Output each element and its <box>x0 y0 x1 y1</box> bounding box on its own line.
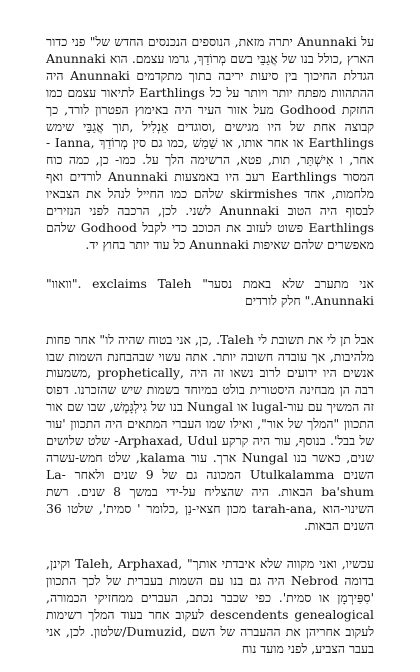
paragraph-1: על Anunnaki יתרה מזאת, הנוספים הנכנסים החדש של" פני כדור הארץ ,כולל בנו של אֲגַבֵּי בשם מְרוֹדַךְ, גרמו עצמם. הוא Anunnaki הגדלת החיכוך בין סיעות יריבה בתוך מתקדמים Anunnaki היה ההתהוות מפתח יותר ויותר על כל Earthlings לתיאור עצמם כמו החזקת Godhood מעל אזור העיר היה באימוץ הפטרון לורד, כך קבוצה אחת של היו מגישים ,וסוגדים אֵנְלִיל ,תוך אֲגַבֵּי שימש Earthlings או אחר אותו, או שַׁמַשׁ ,כמו גם סין מְרוֹדַךְ ,Ianna -אחר, ו אִישְׁתַּר, תות, פטא, הרשימה הלך על. כמו- כן, כמה כוח המסור Earthlings רעב היו באמצעות Anunnaki לורדים ואף מלחמות, אחד skirmishes שלהם כמו החייל לנהל את הצבאיו לבסוף היה הטוב Anunnaki לשני. לכן, הרכבה לפני הנזירים Earthlings פשוט לעזוב את הכוכב כדי לקבל Godhood שלהם מאפשרים שלהם שאיפות Anunnaki כל עוד יותר בחוץ יד. <box>46 34 375 252</box>
paragraph-4: עכשיו, ואני מקווה שלא איבדתי אותך" ,Taleh, Arphaxad וקינן, בדומה Nebrod היה גם בנו עם השמות בעברית של לכך התכוון 'סִפִּירְמָן או סמית'. כפי שכבר נכתב, העברים ממחזיקי הכמורה, descendents genealogical לעקוב אחר בעוד המלך רשימות לעקוב אחריהן את ההעברה של השם ,Dumuzid/שלטון. לכן, אני בעבר הצביע, לפני מועד נוח <box>46 556 374 656</box>
paragraph-2: אני מתערב שלא באמת נסער" exclaims Taleh ."וואוו" Anunnaki." חלק לורדים <box>46 275 374 308</box>
paragraph-3: אבל תן לי את תשובת לי Taleh. ,כן, אני בטוח שהיה לו" אחר פחות מלהיבות, אך עובדה חשובה יותר. אתה עשוי שבהבחנת השמות שבו אנשים היו ידועים לרוב נשאו זה היה ,prophetically ,משמעות רבה הן מבחינה היסטורית בולט במיוחד בשמות שיש שהזכרנו. דפוס זה המשיך עם עור-lugal או Nungal בנו של גִילְגָּמֶשׁ, שבו שם אור התכוון "המלך של אור", ואילו שמו העברי המתאים היה התכוון 'עור של בבל'. בנוסף, עור היה קרקע Arphaxad, Udul- שלט שלושים שנים, כאשר בנו Nungal ארך. עור kalama, שלט חמש-עשרה השנים Utulkalamma המכונה גם של 9 שנים ולאחר La-ba'shum הבאות. היה שהצליח על-ידי במשך 8 שנים. רשת השינוי-הוא ,tarah-ana מכון חצאי-נַן ,כלומר ' סמית', שלטו 36 השנים הבאות. <box>46 331 375 533</box>
